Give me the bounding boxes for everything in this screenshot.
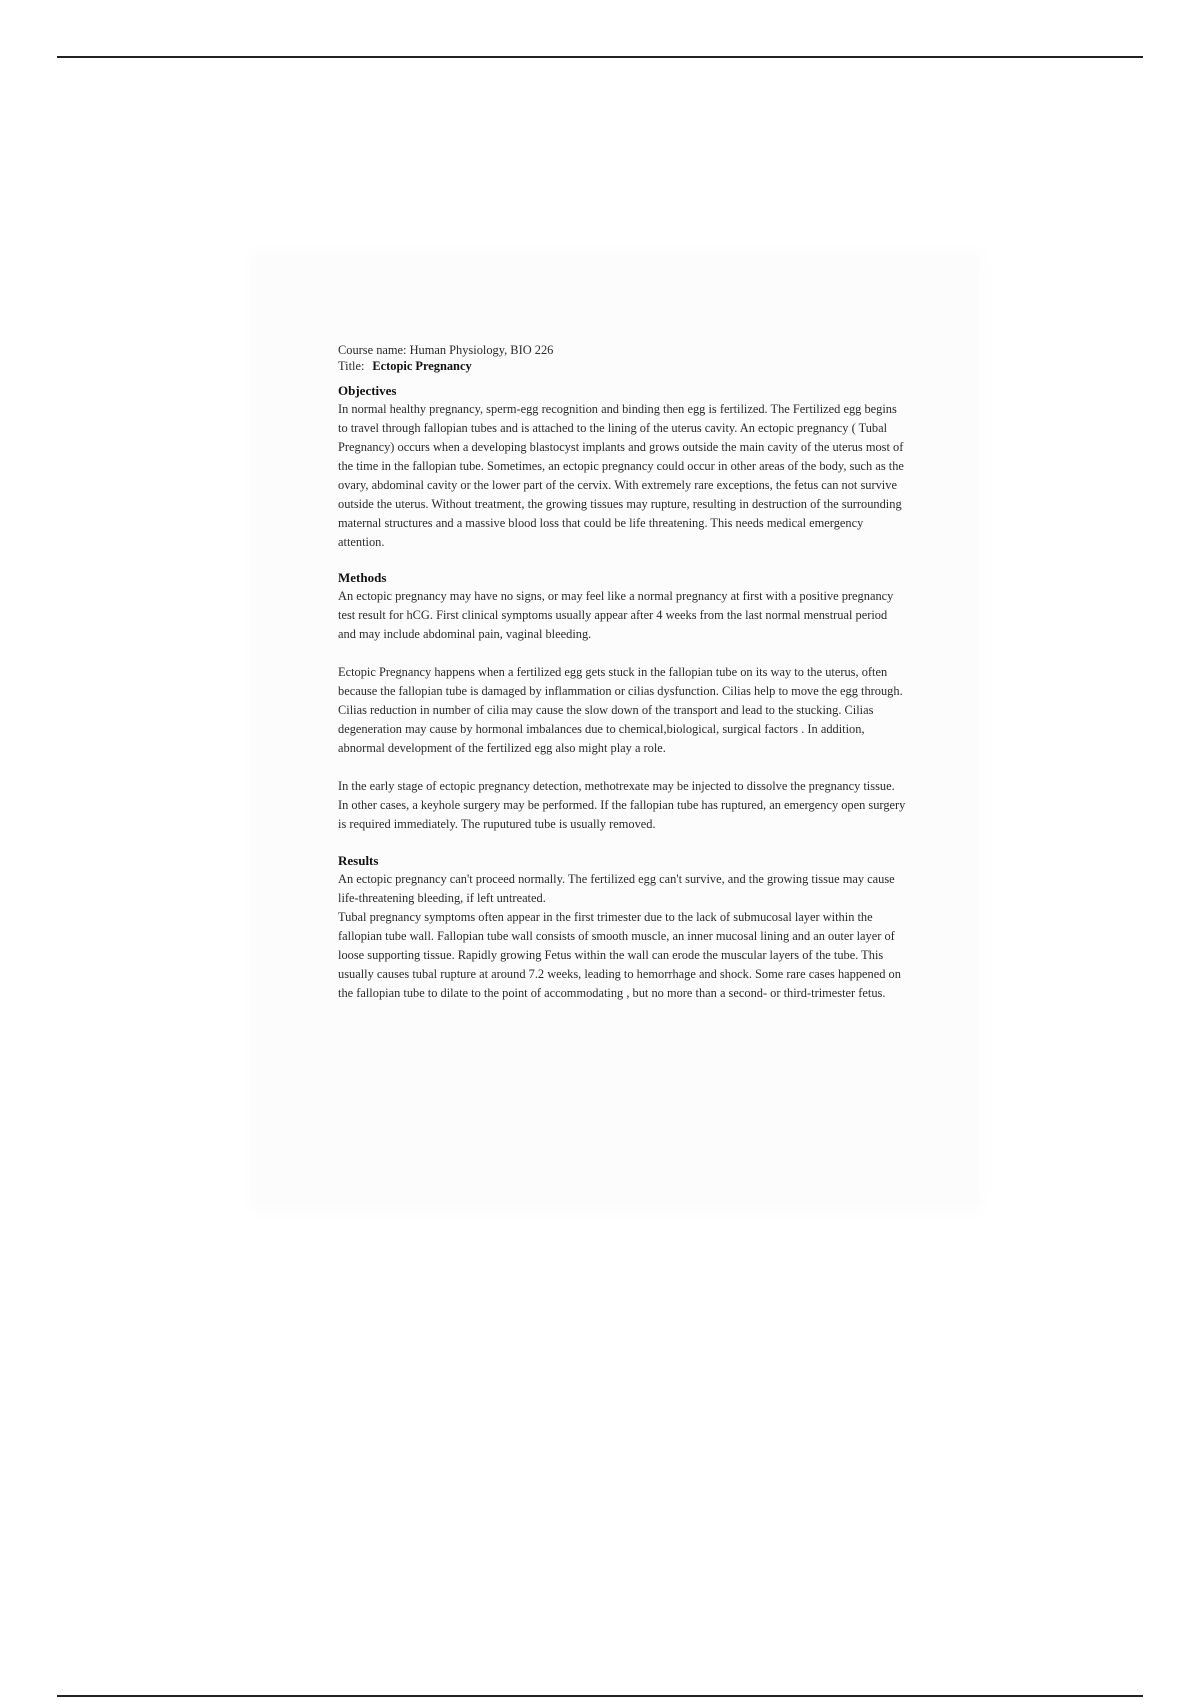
bottom-divider [57, 1695, 1143, 1697]
objectives-paragraph: In normal healthy pregnancy, sperm-egg recognition and binding then egg is fertilized. The Fertilized egg begins to travel through fallopian tubes and is attached to the lining of the uterus cavity. An ectopic pregnancy ( Tubal Pregnancy) occurs when a developing blastocyst implants and grows outside the main cavity of the uterus most of the time in the fallopian tube. Sometimes, an ectopic pregnancy could occur in other areas of the body, such as the ovary, abdominal cavity or the lower part of the cervix. With extremely rare exceptions, the fetus can not survive outside the uterus. Without treatment, the growing tissues may rupture, resulting in destruction of the surrounding maternal structures and a massive blood loss that could be life threatening. This needs medical emergency attention. [338, 402, 904, 549]
methods-paragraph-1: An ectopic pregnancy may have no signs, or may feel like a normal pregnancy at first with a positive pregnancy test result for hCG. First clinical symptoms usually appear after 4 weeks from the last normal menstrual period and may include abdominal pain, vaginal bleeding. [338, 589, 894, 641]
methods-heading: Methods [338, 570, 387, 585]
methods-paragraph-2: Ectopic Pregnancy happens when a fertilized egg gets stuck in the fallopian tube on its way to the uterus, often because the fallopian tube is damaged by inflammation or cilias dysfunction. Cilias help to move the egg through. Cilias reduction in number of cilia may cause the slow down of the transport and lead to the stucking. Cilias degeneration may cause by hormonal imbalances due to chemical,biological, surgical factors . In addition, abnormal development of the fertilized egg also might play a role. [338, 665, 903, 755]
objectives-heading: Objectives [338, 383, 397, 398]
top-divider [57, 56, 1143, 58]
document-body [338, 342, 906, 1003]
results-paragraph-2: Tubal pregnancy symptoms often appear in the first trimester due to the lack of submucosal layer within the fallopian tube wall. Fallopian tube wall consists of smooth muscle, an inner mucosal lining and an outer layer of loose supporting tissue. Rapidly growing Fetus within the wall can erode the muscular layers of the tube. This usually causes tubal rupture at around 7.2 weeks, leading to hemorrhage and shock. Some rare cases happened on the fallopian tube to dilate to the point of accommodating , but no more than a second- or third-trimester fetus. [338, 910, 901, 1000]
results-heading: Results [338, 853, 379, 868]
title-label: Title: [338, 359, 365, 373]
course-name: Course name: Human Physiology, BIO 226 [338, 343, 554, 357]
title-value: Ectopic Pregnancy [372, 359, 472, 373]
results-paragraph-1: An ectopic pregnancy can't proceed normally. The fertilized egg can't survive, and the growing tissue may cause life-threatening bleeding, if left untreated. [338, 872, 895, 905]
document-title [338, 358, 906, 374]
methods-paragraph-3: In the early stage of ectopic pregnancy detection, methotrexate may be injected to dissolve the pregnancy tissue. In other cases, a keyhole surgery may be performed. If the fallopian tube has ruptured, an emergency open surgery is required immediately. The ruputured tube is usually removed. [338, 779, 906, 831]
